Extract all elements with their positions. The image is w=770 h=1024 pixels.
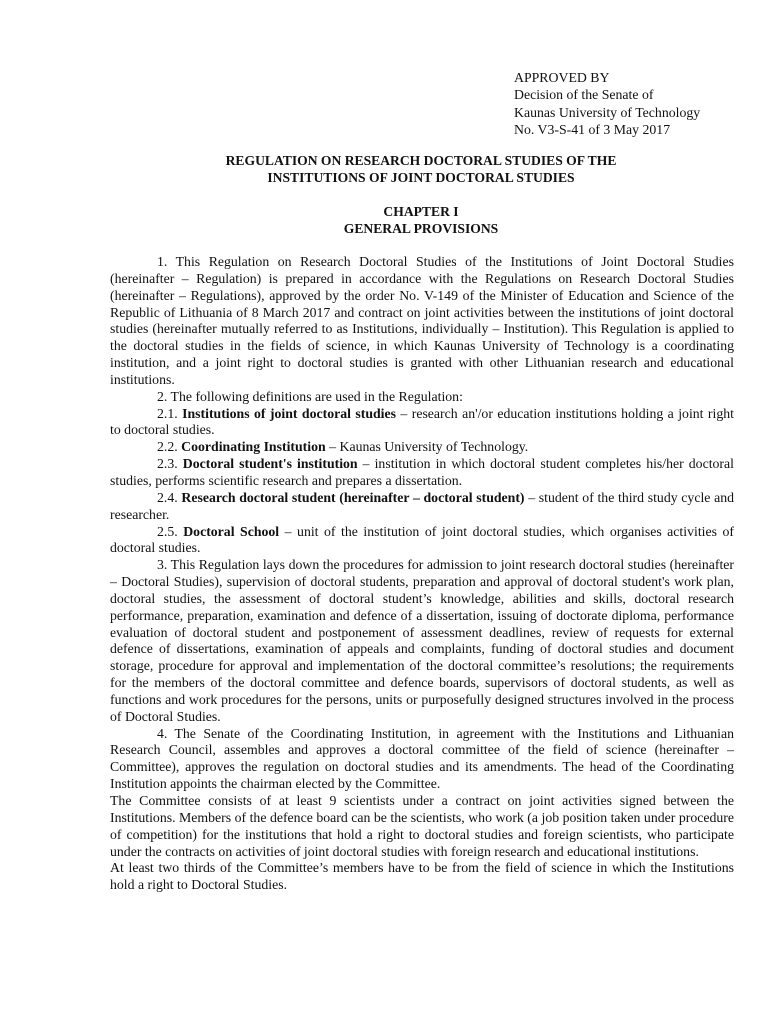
definition-number: 2.5. — [157, 523, 184, 539]
paragraph-committee-members: At least two thirds of the Committee’s members have to be from the field of science in which the Institutions hold a right to Doctoral Studies. — [110, 860, 734, 893]
definition-number: 2.2. — [157, 439, 182, 455]
title-line-2: INSTITUTIONS OF JOINT DOCTORAL STUDIES — [267, 169, 575, 185]
definition-term: Research doctoral student (hereinafter – doctoral student) — [181, 489, 525, 505]
definition-2-5 — [110, 524, 734, 558]
paragraph-4: 4. The Senate of the Coordinating Institution, in agreement with the Institutions and Lithuanian Research Council, assembles and approves a doctoral committee of the field of science (hereinafter – Committee), approves the regulation on doctoral studies and its amendments. The head of the Coordinating Institution appoints the chairman elected by the Committee. — [110, 725, 734, 792]
document-body — [110, 254, 734, 894]
definition-term: Doctoral student's institution — [182, 456, 358, 472]
definition-number: 2.4. — [157, 489, 182, 505]
definition-text: – research an'/or education institutions holding a joint right to doctoral studies. — [110, 405, 734, 438]
definition-text: – unit of the institution of joint doctoral studies, which organises activities of doctoral studies. — [110, 523, 734, 556]
chapter-heading — [108, 204, 734, 237]
definition-number: 2.1. — [157, 405, 183, 421]
definition-term: Coordinating Institution — [181, 439, 326, 455]
definition-2-2 — [110, 439, 734, 456]
approval-block — [514, 69, 754, 138]
definition-text: – student of the third study cycle and researcher. — [110, 489, 734, 522]
approval-decision: Decision of the Senate of — [514, 87, 654, 103]
definition-2-4 — [110, 490, 734, 524]
approval-number: No. V3-S-41 of 3 May 2017 — [514, 121, 671, 137]
paragraph-3: 3. This Regulation lays down the procedures for admission to joint research doctoral studies (hereinafter – Doctoral Studies), supervision of doctoral students, preparation and approval of doctoral student's work plan, doctoral studies, the assessment of doctoral student’s knowledge, abilities and skills, doctoral research performance, preparation, examination and defence of a dissertation, issuing of doctorate diploma, performance evaluation of doctoral student and postponement of assessment deadlines, review of requests for external defence of dissertations, examination of appeals and complaints, funding of doctoral studies and document storage, procedure for approval and implementation of the doctoral committee’s resolutions; the requirements for the members of the doctoral committee and defence boards, supervisors of doctoral students, as well as functions and work procedures for the persons, units or purposefully designed structures involved in the process of Doctoral Studies. — [110, 557, 734, 724]
definition-2-3 — [110, 456, 734, 490]
approval-institution: Kaunas University of Technology — [514, 104, 701, 120]
chapter-name: GENERAL PROVISIONS — [343, 220, 499, 236]
paragraph-1: 1. This Regulation on Research Doctoral Studies of the Institutions of Joint Doctoral Studies (hereinafter – Regulation) is prepared in accordance with the Regulations on Research Doctoral Studies (hereinafter – Regulations), approved by the order No. V-149 of the Minister of Education and Science of the Republic of Lithuania of 8 March 2017 and contract on joint activities between the institutions of joint doctoral studies (hereinafter mutually referred to as Institutions, individually – Institution). This Regulation is applied to the doctoral studies in the fields of science, in which Kaunas University of Technology is a coordinating institution, and a joint right to doctoral studies is granted with other Lithuanian research and educational institutions. — [110, 254, 734, 387]
definition-text: – Kaunas University of Technology. — [325, 439, 529, 455]
definition-number: 2.3. — [157, 456, 183, 472]
definition-text: – institution in which doctoral student completes his/her doctoral studies, performs scientific research and prepares a dissertation. — [110, 456, 734, 488]
approval-heading: APPROVED BY — [514, 70, 610, 85]
paragraph-committee-composition: The Committee consists of at least 9 scientists under a contract on joint activities signed between the Institutions. Members of the defence board can be the scientists, who work (a job position taken under procedure of competition) for the institutions that hold a right to doctoral studies and foreign scientists, who participate under the contracts on activities of joint doctoral studies with foreign research and educational institutions. — [110, 793, 734, 859]
definition-term: Institutions of joint doctoral studies — [182, 405, 396, 421]
title-line-1: REGULATION ON RESEARCH DOCTORAL STUDIES OF THE — [225, 153, 617, 168]
definition-2-1 — [110, 406, 734, 440]
definition-term: Doctoral School — [183, 523, 280, 539]
chapter-number: CHAPTER I — [383, 204, 459, 219]
paragraph-2: 2. The following definitions are used in the Regulation: — [157, 388, 463, 404]
document-title — [108, 153, 734, 186]
